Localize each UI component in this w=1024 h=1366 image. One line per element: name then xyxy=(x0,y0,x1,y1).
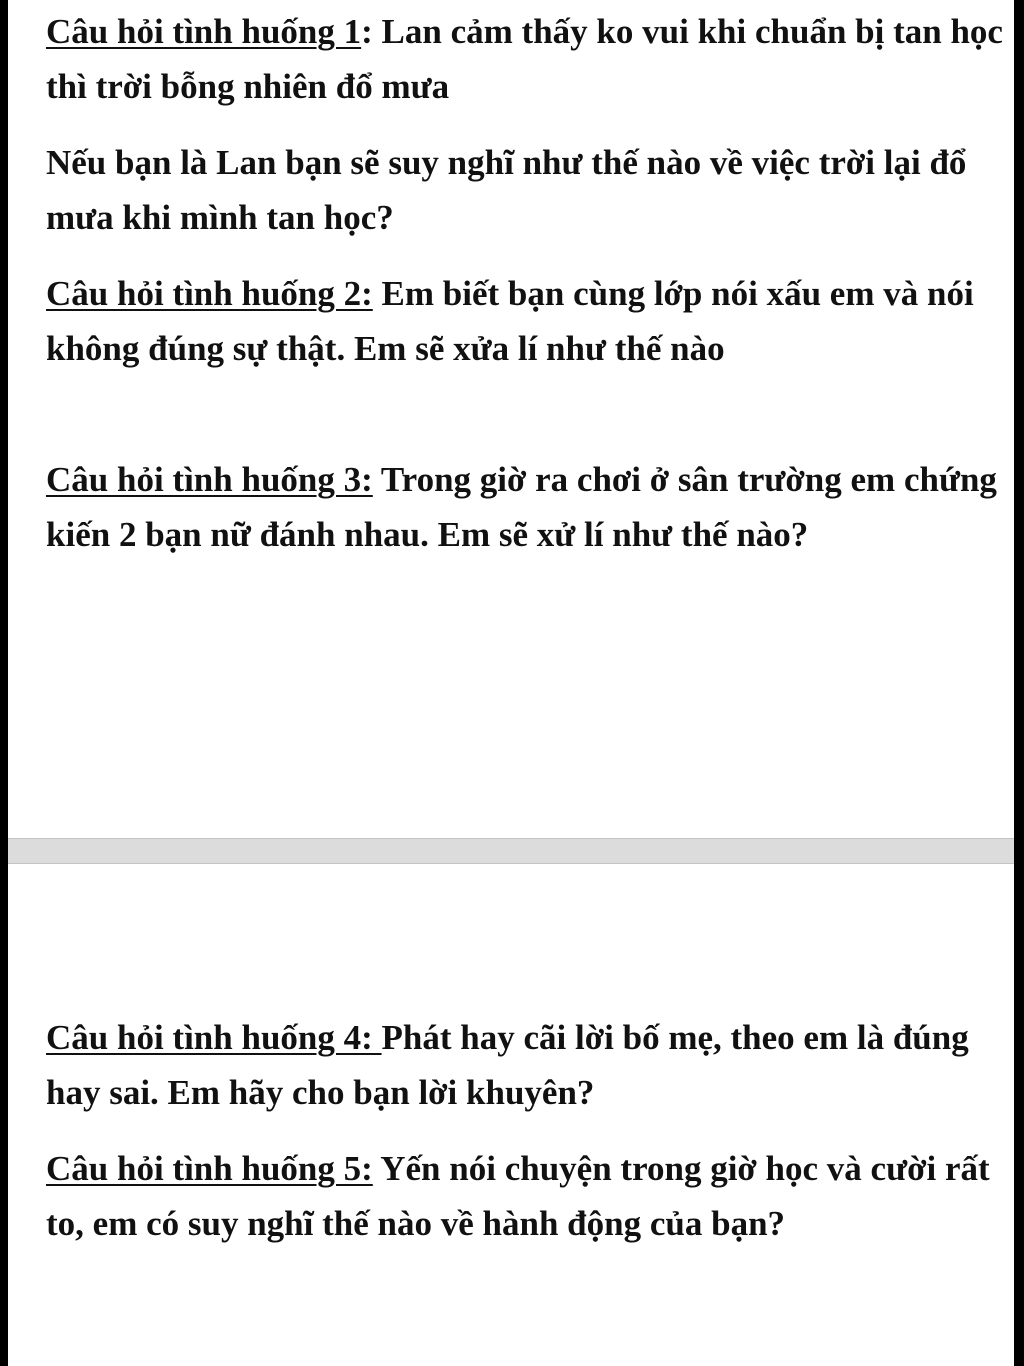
question-5-text: Yến nói chuyện trong giờ học và cười rất to, em có suy nghĩ thế nào về hành động của bạn? xyxy=(46,1149,990,1243)
right-edge xyxy=(1014,0,1024,1366)
question-1 xyxy=(46,4,1006,114)
question-3-label: Câu hỏi tình huống 3: xyxy=(46,460,373,499)
question-1-followup xyxy=(46,135,1006,245)
page-separator xyxy=(8,838,1014,864)
question-2 xyxy=(46,266,1006,376)
question-4-label: Câu hỏi tình huống 4: xyxy=(46,1018,382,1057)
question-5-label: Câu hỏi tình huống 5: xyxy=(46,1149,373,1188)
question-2-text: Em biết bạn cùng lớp nói xấu em và nói không đúng sự thật. Em sẽ xửa lí như thế nào xyxy=(46,274,974,368)
question-1-label: Câu hỏi tình huống 1 xyxy=(46,12,362,51)
question-2-label: Câu hỏi tình huống 2: xyxy=(46,274,373,313)
question-4 xyxy=(46,1010,1006,1120)
left-edge xyxy=(0,0,8,1366)
question-5 xyxy=(46,1141,1006,1251)
document-page-1 xyxy=(8,0,1014,838)
document-page-2 xyxy=(8,864,1014,1366)
question-3 xyxy=(46,452,1006,562)
question-1-followup-text: Nếu bạn là Lan bạn sẽ suy nghĩ như thế nào về việc trời lại đổ mưa khi mình tan học? xyxy=(46,143,967,237)
question-1-text: : Lan cảm thấy ko vui khi chuẩn bị tan học thì trời bỗng nhiên đổ mưa xyxy=(46,12,1003,106)
question-4-text: Phát hay cãi lời bố mẹ, theo em là đúng hay sai. Em hãy cho bạn lời khuyên? xyxy=(46,1018,969,1112)
question-3-text: Trong giờ ra chơi ở sân trường em chứng kiến 2 bạn nữ đánh nhau. Em sẽ xử lí như thế nào? xyxy=(46,460,997,554)
